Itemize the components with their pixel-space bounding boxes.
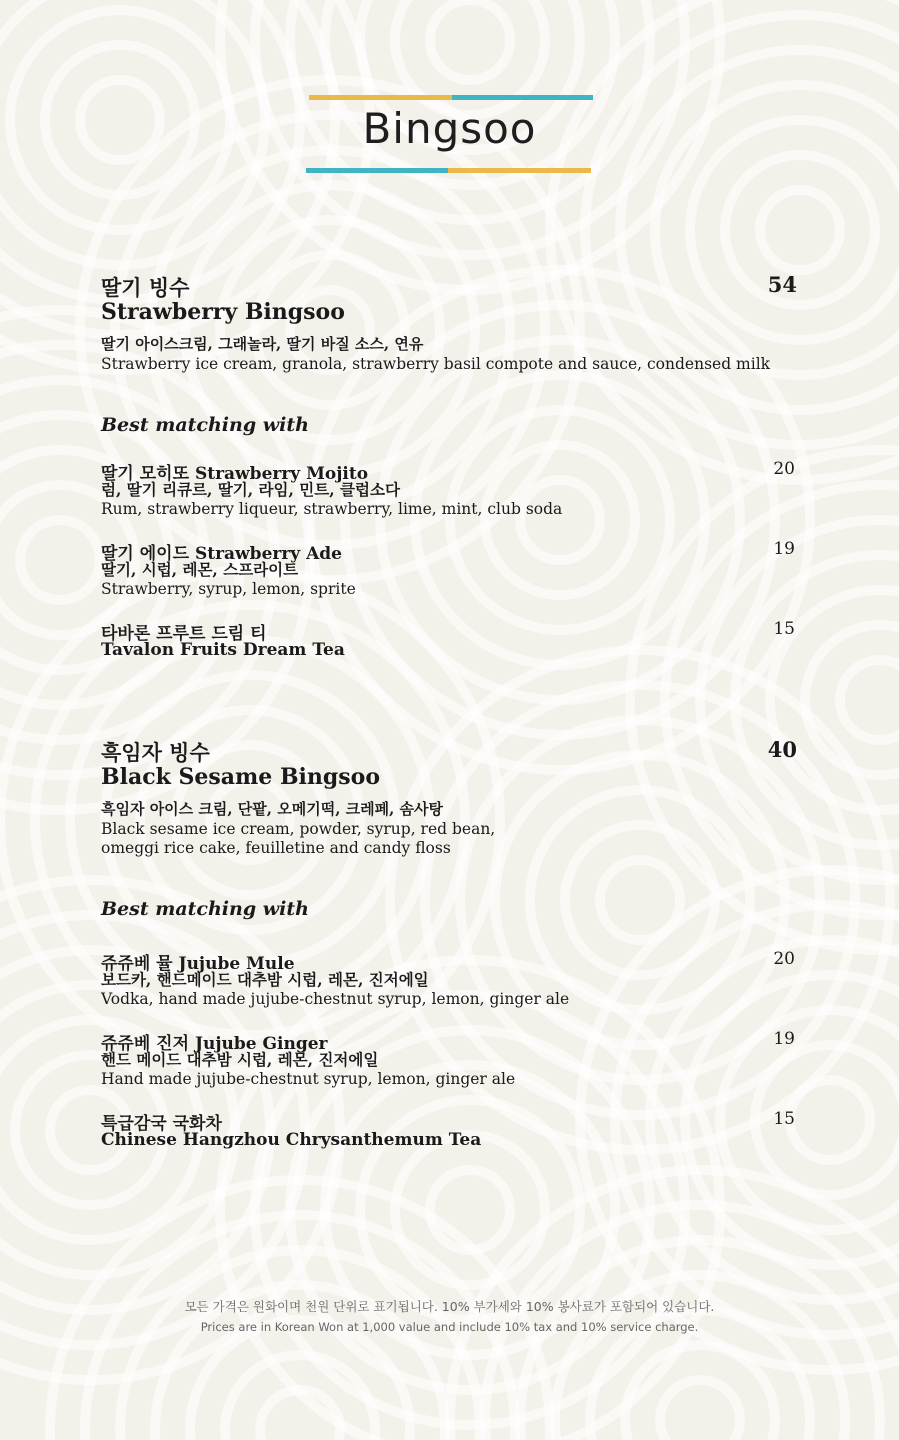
pairing-item-desc: 보드카, 핸드메이드 대추밤 시럽, 레몬, 진저에일 xyxy=(101,970,429,989)
pairing-heading: Best matching with xyxy=(101,898,309,920)
dish-price: 54 xyxy=(767,272,797,297)
pairing-item-desc: Hand made jujube-chestnut syrup, lemon, ginger ale xyxy=(101,1070,516,1088)
pairing-item-price: 20 xyxy=(773,949,795,969)
dish-description-en: Black sesame ice cream, powder, syrup, red bean, xyxy=(101,820,496,838)
title-bar-top-gold xyxy=(309,95,452,100)
pairing-item-price: 20 xyxy=(773,459,795,479)
title-bar-top-teal xyxy=(452,95,593,100)
pairing-item-desc: Strawberry, syrup, lemon, sprite xyxy=(101,580,356,598)
pairing-item-desc: 럼, 딸기 리큐르, 딸기, 라임, 민트, 클럽소다 xyxy=(101,480,400,499)
dish-description-kr: 흑임자 아이스 크림, 단팥, 오메기떡, 크레페, 솜사탕 xyxy=(101,800,444,818)
pairing-item-desc: Vodka, hand made jujube-chestnut syrup, lemon, ginger ale xyxy=(101,990,570,1008)
dish-name-en: Strawberry Bingsoo xyxy=(101,299,345,325)
pairing-item-name: 쥬쥬베 뮬 Jujube Mule xyxy=(101,954,295,974)
pairing-heading: Best matching with xyxy=(101,414,309,436)
pairing-item-desc: 딸기, 시럽, 레몬, 스프라이트 xyxy=(101,560,299,579)
title-bar-bottom-teal xyxy=(306,168,448,173)
pairing-item-name: 딸기 모히또 Strawberry Mojito xyxy=(101,464,369,484)
pairing-item-name: 특급감국 국화차 xyxy=(101,1114,222,1134)
dish-description-en: Strawberry ice cream, granola, strawberry basil compote and sauce, condensed milk xyxy=(101,355,771,373)
pairing-item-price: 15 xyxy=(773,1109,795,1129)
pairing-item-price: 15 xyxy=(773,619,795,639)
pairing-item-name: 쥬쥬베 진저 Jujube Ginger xyxy=(101,1034,328,1054)
price-note-kr: 모든 가격은 원화이며 천원 단위로 표기됩니다. 10% 부가세와 10% 봉사료가 포함되어 있습니다. xyxy=(184,1299,715,1314)
dish-name-kr: 딸기 빙수 xyxy=(101,275,190,300)
pairing-item-price: 19 xyxy=(773,539,795,559)
title-bar-bottom-gold xyxy=(448,168,591,173)
dish-name-kr: 흑임자 빙수 xyxy=(101,740,210,765)
pairing-item-desc: 핸드 메이드 대추밤 시럽, 레몬, 진저에일 xyxy=(101,1050,379,1069)
pairing-item-desc: Chinese Hangzhou Chrysanthemum Tea xyxy=(101,1130,482,1150)
pairing-item-price: 19 xyxy=(773,1029,795,1049)
dish-price: 40 xyxy=(767,737,797,762)
pairing-item-name: 타바론 프루트 드림 티 xyxy=(101,624,267,644)
price-note-en: Prices are in Korean Won at 1,000 value and include 10% tax and 10% service charge. xyxy=(200,1320,699,1334)
dish-name-en: Black Sesame Bingsoo xyxy=(101,764,381,790)
dish-description-kr: 딸기 아이스크림, 그래놀라, 딸기 바질 소스, 연유 xyxy=(101,335,424,353)
pairing-item-desc: Tavalon Fruits Dream Tea xyxy=(101,640,345,660)
pairing-item-desc: Rum, strawberry liqueur, strawberry, lime, mint, club soda xyxy=(101,500,563,518)
pairing-item-name: 딸기 에이드 Strawberry Ade xyxy=(101,544,342,564)
page-title: Bingsoo xyxy=(362,104,537,153)
dish-description-en: omeggi rice cake, feuilletine and candy floss xyxy=(101,839,451,857)
